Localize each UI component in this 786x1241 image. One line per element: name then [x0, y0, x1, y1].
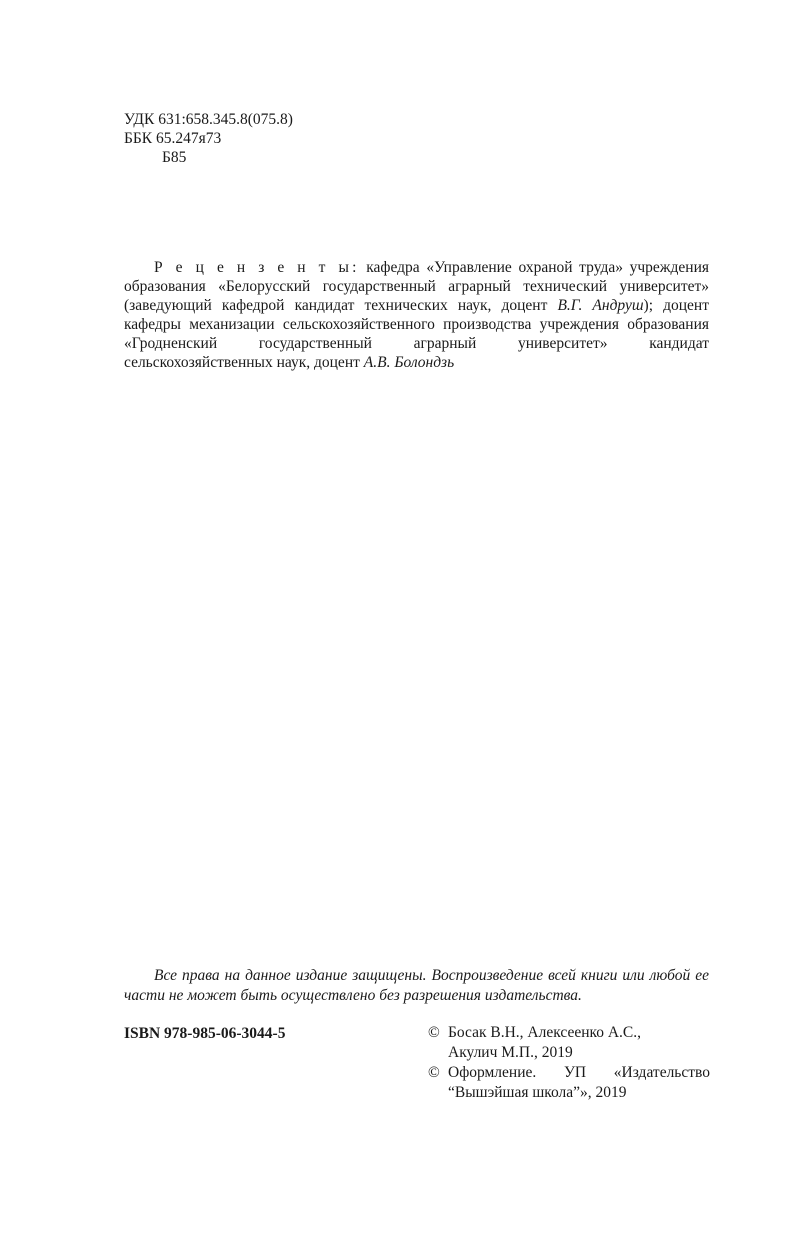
- author-sign: Б85: [162, 149, 187, 166]
- classification-block: [124, 110, 293, 167]
- reviewer-name-1: В.Г. Андруш: [557, 297, 644, 314]
- bbk-code: ББК 65.247я73: [124, 130, 222, 147]
- copyright-design-word-3: «Издательство: [613, 1064, 710, 1081]
- copyright-design-line-2: “Вышэйшая школа”», 2019: [448, 1084, 627, 1101]
- rights-text: Все права на данное издание защищены. Воспроизведение всей книги или любой ее части не может быть осуществлено без разрешения издательства.: [124, 967, 709, 1004]
- reviewers-paragraph: [124, 258, 709, 372]
- copyright-authors: [428, 1023, 710, 1063]
- reviewers-label: Р е ц е н з е н т ы:: [154, 259, 360, 276]
- copyright-symbol-2: ©: [428, 1064, 440, 1081]
- copyright-design-word-2: УП: [563, 1064, 587, 1081]
- copyright-authors-line-1: Босак В.Н., Алексеенко А.С.,: [448, 1024, 642, 1041]
- copyright-authors-line-2: Акулич М.П., 2019: [448, 1044, 573, 1061]
- udk-code: УДК 631:658.345.8(075.8): [124, 111, 293, 128]
- copyright-block: [428, 1023, 710, 1103]
- copyright-symbol-1: ©: [428, 1024, 440, 1041]
- copyright-design-word-1: Оформление.: [448, 1064, 537, 1081]
- isbn-number: ISBN 978-985-06-3044-5: [124, 1025, 286, 1042]
- rights-notice: [124, 966, 709, 1006]
- reviewer-name-2: А.В. Болондзь: [363, 354, 455, 371]
- reviewers-block: [124, 258, 709, 372]
- reviewers-text-2: ); доцент кафедры механизации сельскохозяйственного производства учреждения образования «Гродненский государственный аграрный университет» кандидат сельскохозяйственных наук, доцент: [124, 297, 709, 371]
- reviewers-text-1: кафедра «Управление охраной труда» учреждения образования «Белорусский государственный аграрный технический университет» (заведующий кафедрой кандидат технических наук, доцент: [124, 259, 709, 314]
- copyright-design: [428, 1063, 710, 1103]
